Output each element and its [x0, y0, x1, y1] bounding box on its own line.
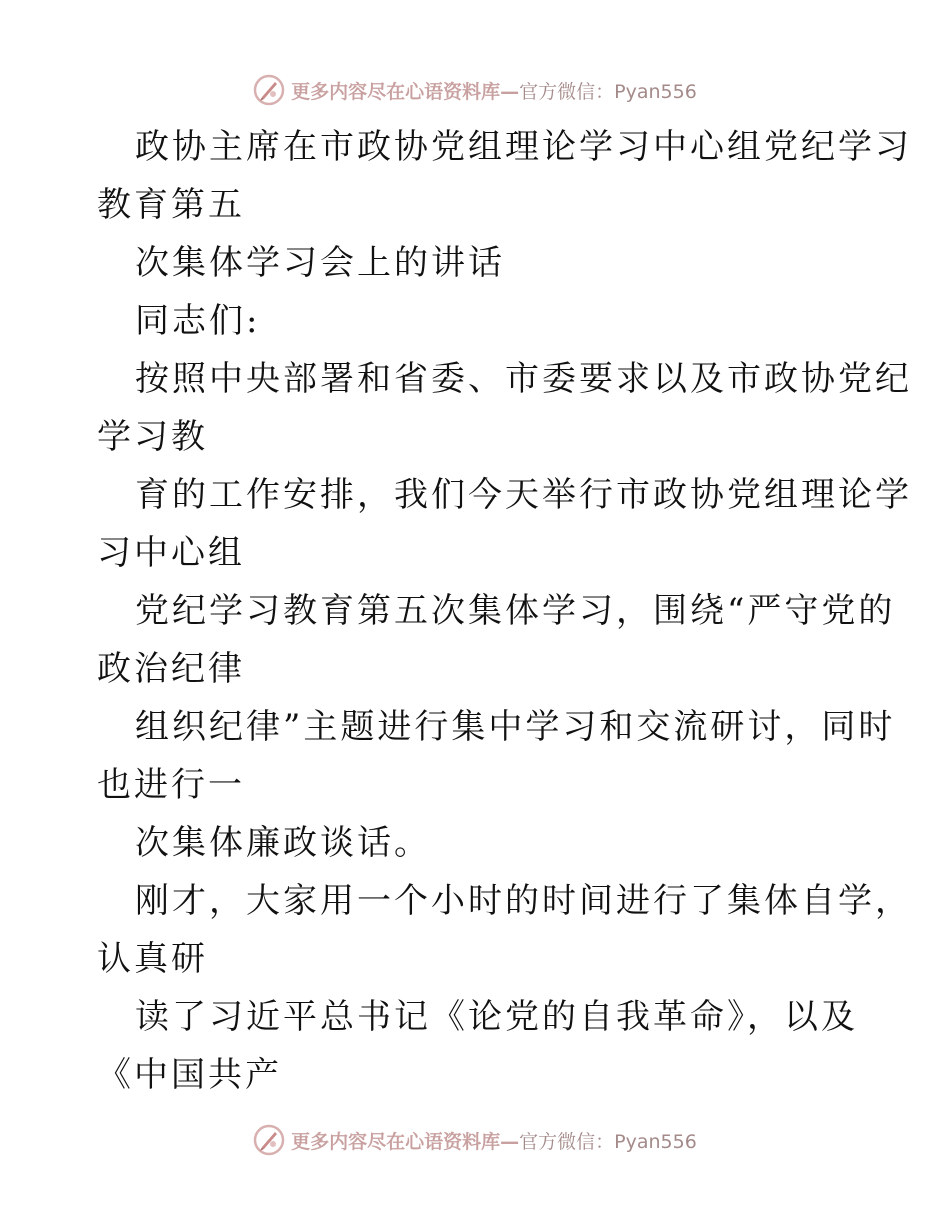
banner-library-text: 更多内容尽在心语资料库 — [291, 1130, 501, 1153]
feather-pen-logo-icon — [253, 74, 285, 106]
banner-dash: — — [500, 80, 520, 103]
banner-library-text: 更多内容尽在心语资料库 — [291, 80, 501, 103]
paragraph-line: 按照中央部署和省委、市委要求以及市政协党纪 — [135, 359, 912, 399]
header-banner — [0, 70, 950, 110]
paragraph-line: 《中国共产 — [97, 1055, 282, 1095]
document-body — [97, 118, 912, 1104]
banner-dash: — — [500, 1130, 520, 1153]
title-line-2: 教育第五 — [97, 185, 245, 225]
paragraph-line: 政治纪律 — [97, 649, 245, 689]
paragraph-line: 认真研 — [97, 939, 208, 979]
paragraph-line: 习中心组 — [97, 533, 245, 573]
title-line-1: 政协主席在市政协党组理论学习中心组党纪学习 — [135, 127, 912, 167]
paragraph-line: 党纪学习教育第五次集体学习，围绕“严守党的 — [135, 591, 896, 631]
paragraph-line: 也进行一 — [97, 765, 245, 805]
paragraph-line: 育的工作安排，我们今天举行市政协党组理论学 — [135, 475, 912, 515]
salutation: 同志们: — [135, 301, 261, 341]
paragraph-line: 次集体廉政谈话。 — [135, 823, 431, 863]
banner-wechat-text: 官方微信：Pyan556 — [519, 1130, 697, 1153]
footer-banner — [0, 1120, 950, 1160]
feather-pen-logo-icon — [253, 1124, 285, 1156]
title-line-3: 次集体学习会上的讲话 — [135, 243, 505, 283]
paragraph-line: 读了习近平总书记《论党的自我革命》，以及 — [135, 997, 858, 1037]
banner-text — [291, 1127, 697, 1154]
paragraph-line: 学习教 — [97, 417, 208, 457]
paragraph-line: 组织纪律”主题进行集中学习和交流研讨，同时 — [135, 707, 896, 747]
banner-wechat-text: 官方微信：Pyan556 — [519, 80, 697, 103]
paragraph-line: 刚才，大家用一个小时的时间进行了集体自学， — [135, 881, 912, 921]
banner-text — [291, 77, 697, 104]
